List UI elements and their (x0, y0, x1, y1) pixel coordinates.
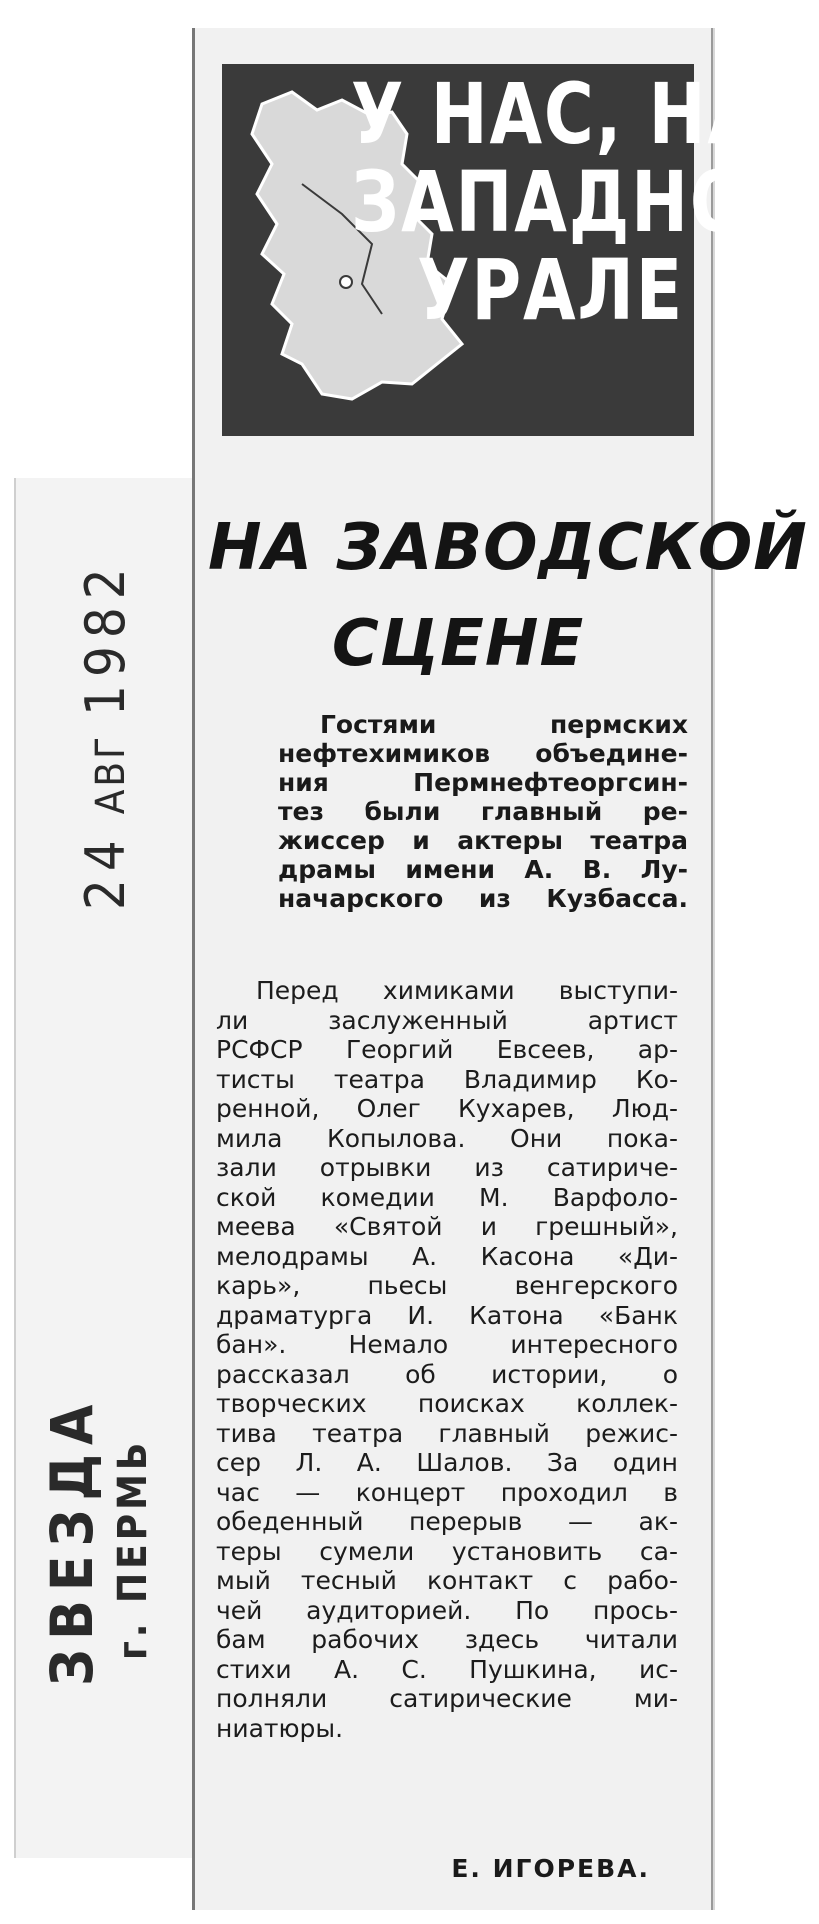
rubric-title (351, 65, 819, 339)
body-line: творческих поисках коллек- (216, 1389, 678, 1418)
body-line: рассказал об истории, о (216, 1359, 678, 1389)
headline-line: СЦЕНЕ (331, 607, 585, 681)
body-line: мила Копылова. Они пока- (216, 1123, 678, 1153)
lead-paragraph (278, 710, 688, 913)
rubric-banner (222, 64, 819, 436)
lead-line: ния Пермнефтеоргсин- (278, 768, 688, 797)
body-line: меева «Святой и грешный», (216, 1212, 678, 1241)
author-signature: Е. ИГОРЕВА. (451, 1854, 650, 1883)
lead-line: начарского из Кузбасса. (278, 884, 688, 913)
body-line: полняли сатирические ми- (216, 1684, 678, 1713)
stamp-year: 1982 (74, 560, 137, 716)
body-line: РСФСР Георгий Евсеев, ар- (216, 1035, 678, 1064)
date-stamp (74, 560, 137, 910)
body-line: тисты театра Владимир Ко- (216, 1064, 678, 1094)
stamp-month: АВГ (88, 733, 134, 815)
body-line: бан». Немало интересного (216, 1330, 678, 1359)
body-line: ской комедии М. Варфоло- (216, 1182, 678, 1212)
body-line: стихи А. С. Пушкина, ис- (216, 1654, 678, 1684)
body-line: бам рабочих здесь читали (216, 1625, 678, 1654)
rubric-line: ЗАПАДНОМ (351, 153, 819, 251)
body-line: драматурга И. Катона «Банк (216, 1300, 678, 1330)
headline-line: НА ЗАВОДСКОЙ (208, 511, 808, 585)
lead-line: нефтехимиков объедине- (278, 739, 688, 768)
city-stamp: г. ПЕРМЬ (110, 1438, 156, 1660)
body-line: ниатюры. (216, 1713, 344, 1743)
body-line: ренной, Олег Кухарев, Люд- (216, 1094, 678, 1123)
body-line: теры сумели установить са- (216, 1536, 678, 1566)
body-line: сер Л. А. Шалов. За один (216, 1448, 678, 1477)
body-line: Перед химиками выступи- (256, 976, 678, 1005)
body-line: ли заслуженный артист (216, 1005, 678, 1035)
rubric-line: УРАЛЕ (417, 241, 684, 339)
body-line: тива театра главный режис- (216, 1418, 678, 1448)
lead-line: драмы имени А. В. Лу- (278, 855, 688, 884)
body-line: час — концерт проходил в (216, 1477, 678, 1507)
article-headline (208, 500, 808, 692)
lead-line: Гостями пермских (320, 710, 688, 739)
body-line: мый тесный контакт с рабо- (216, 1566, 678, 1595)
body-line: карь», пьесы венгерского (216, 1271, 678, 1300)
lead-line: жиссер и актеры театра (278, 826, 688, 855)
body-line: обеденный перерыв — ак- (216, 1507, 678, 1536)
stamp-day: 24 (74, 832, 137, 910)
rubric-line: У НАС, НА (351, 65, 762, 163)
newspaper-stamp: ЗВЕЗДА (38, 1395, 106, 1686)
body-line: зали отрывки из сатириче- (216, 1153, 678, 1182)
lead-line: тез были главный ре- (278, 797, 688, 826)
body-line: мелодрамы А. Касона «Ди- (216, 1241, 678, 1271)
body-line: чей аудиторией. По прось- (216, 1595, 678, 1625)
article-body (216, 976, 678, 1743)
